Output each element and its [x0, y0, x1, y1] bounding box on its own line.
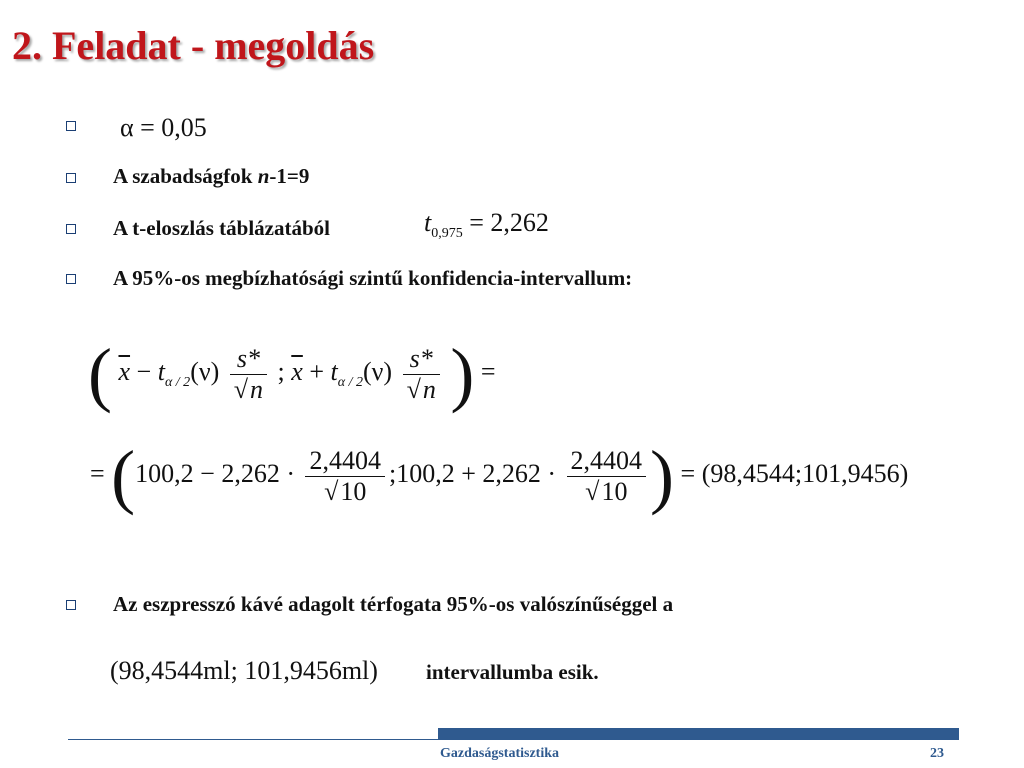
t-critical-value	[424, 208, 549, 242]
t-symbol: t	[157, 356, 165, 386]
alpha-half-subscript: α / 2	[337, 375, 363, 391]
upper-expression: 100,2 + 2,262 ·	[396, 458, 557, 488]
conclusion-text: Az eszpresszó kávé adagolt térfogata 95%-os valószínűséggel a	[113, 592, 674, 616]
bullet-square-icon	[66, 224, 76, 234]
df-label: A szabadságfok	[113, 164, 258, 188]
bullet-square-icon	[66, 274, 76, 284]
page-number: 23	[930, 746, 944, 761]
numerator: 2,4404	[309, 445, 381, 475]
interval-suffix: intervallumba esik.	[426, 660, 599, 684]
plus-sign: +	[302, 356, 331, 386]
ci-formula	[88, 334, 496, 414]
footer-bar	[438, 728, 959, 740]
fraction-upper	[567, 446, 647, 507]
lower-expression: 100,2 − 2,262 ·	[135, 458, 295, 488]
paren-left: (	[88, 334, 112, 414]
sqrt-value: 10	[601, 476, 628, 506]
interval-ml: (98,4544ml; 101,9456ml)	[110, 656, 378, 685]
alpha-value: α = 0,05	[120, 113, 207, 142]
alpha-half-subscript: α / 2	[164, 375, 191, 391]
ci-label: A 95%-os megbízhatósági szintű konfidencia-intervallum:	[113, 266, 633, 290]
bullet-square-icon	[66, 600, 76, 610]
s-star: s*	[409, 343, 433, 373]
bullet-square-icon	[66, 121, 76, 131]
sqrt-value: 10	[340, 476, 367, 506]
fraction-lower	[305, 446, 385, 507]
bullet-square-icon	[66, 173, 76, 183]
s-over-sqrt-n	[230, 344, 267, 405]
nu-term: (ν)	[190, 356, 220, 386]
footer-course: Gazdaságstatisztika	[440, 746, 559, 761]
x-bar: $\overline{x}$	[291, 356, 303, 386]
slide-title: 2. Feladat - megoldás	[12, 23, 375, 68]
n-symbol: n	[422, 374, 436, 404]
df-value: -1=9	[269, 164, 310, 188]
footer-rule	[68, 739, 438, 740]
sqrt-n: √n	[230, 374, 267, 405]
ci-numeric	[90, 436, 909, 516]
semicolon: ;	[271, 356, 292, 386]
degrees-of-freedom	[113, 164, 309, 189]
equals-sign: =	[474, 356, 496, 386]
t-subscript: 0,975	[431, 226, 463, 242]
semicolon: ;	[388, 458, 397, 488]
paren-right: )	[650, 436, 675, 516]
numerator: 2,4404	[570, 445, 643, 475]
t-symbol: t	[330, 356, 338, 386]
interval-result: = (98,4544;101,9456)	[680, 458, 909, 488]
s-over-sqrt-n	[403, 344, 440, 405]
df-variable: n	[257, 164, 270, 188]
paren-right: )	[450, 334, 475, 414]
sqrt-n: √n	[403, 374, 440, 405]
denominator: √10	[305, 476, 385, 507]
denominator: √10	[567, 476, 647, 507]
n-symbol: n	[250, 374, 264, 404]
t-value: = 2,262	[469, 208, 549, 237]
x-bar: $\overline{x}$	[118, 356, 131, 386]
paren-left: (	[111, 436, 136, 516]
s-star: s*	[236, 343, 260, 373]
t-symbol: t	[424, 208, 432, 237]
t-table-label: A t-eloszlás táblázatából	[113, 216, 330, 240]
minus-sign: −	[130, 356, 158, 386]
nu-term: (ν)	[362, 356, 393, 386]
equals-sign: =	[90, 458, 105, 488]
